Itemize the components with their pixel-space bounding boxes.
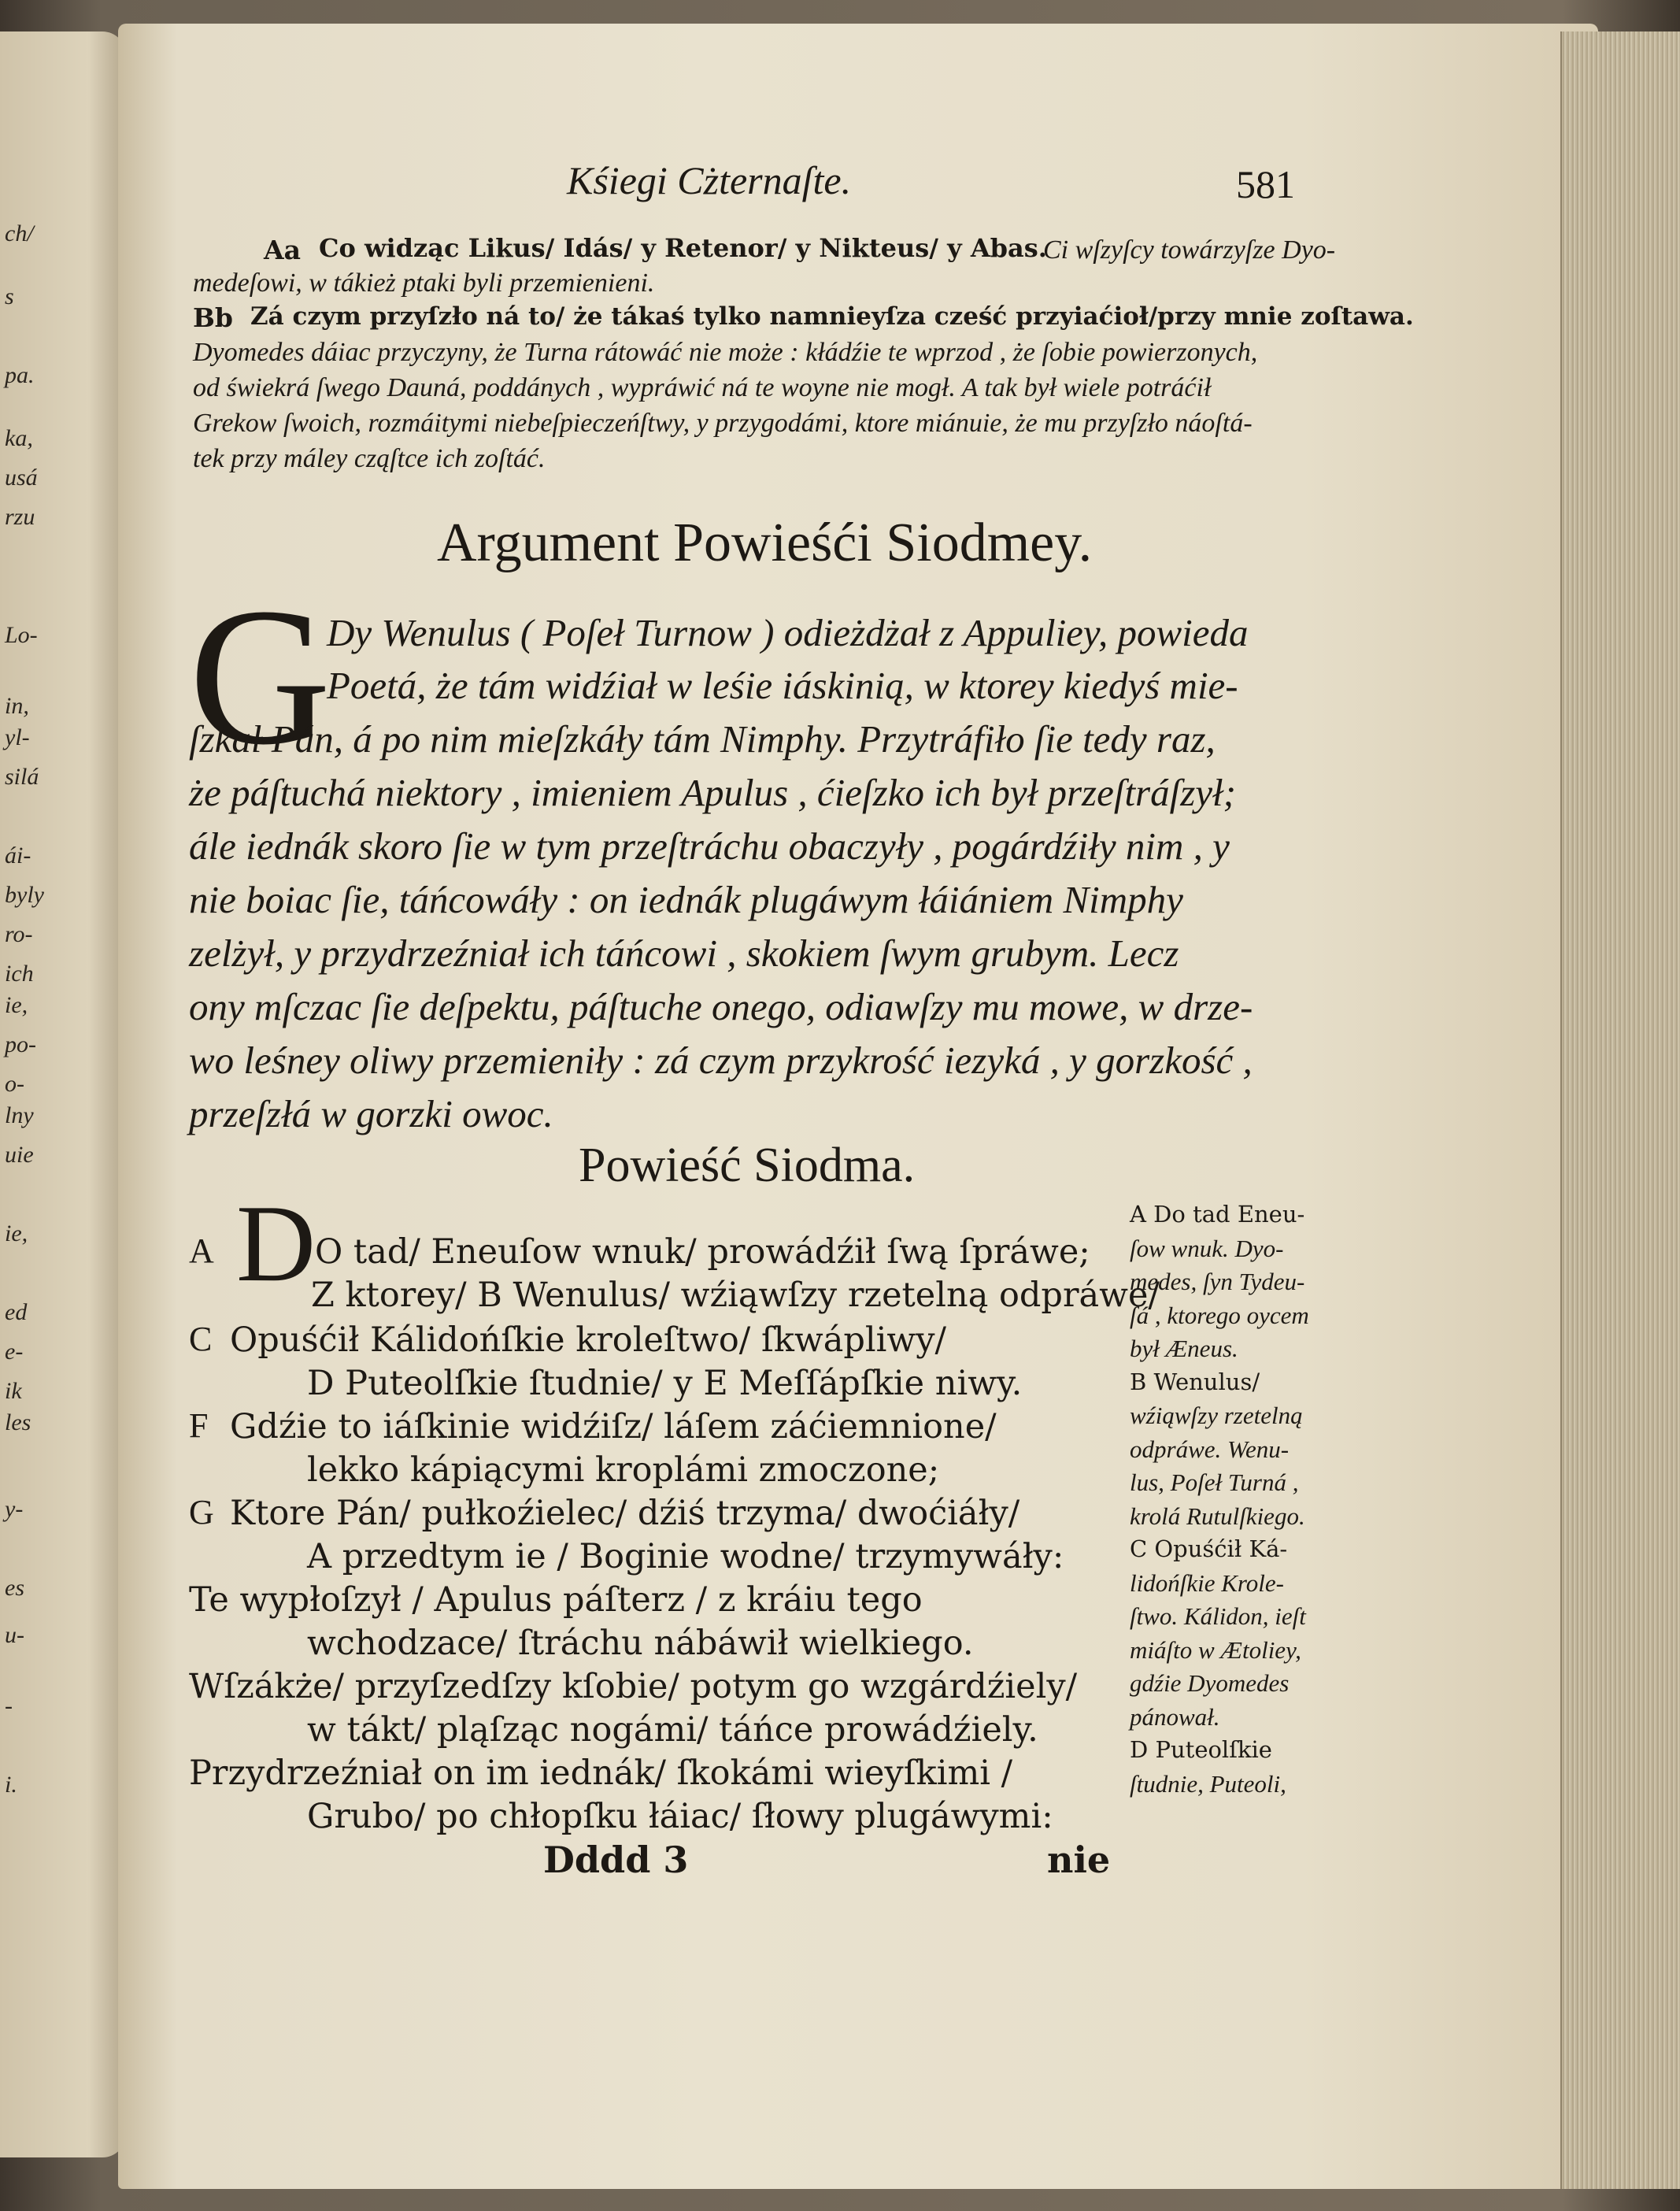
verse-line: Przydrzeźniał on im iednák/ ſkokámi wieyſkimi / <box>189 1754 1013 1793</box>
left-page-fragment: s <box>5 283 14 309</box>
note-aa-text-italic: Ci wſzyſcy towárzyſze Dyo- <box>1043 235 1336 265</box>
argument-line: Poetá, że tám widźiał w leśie iáskinią, w ktorey kiedyś mie- <box>327 664 1238 707</box>
marginal-note-line: pánował. <box>1130 1702 1220 1731</box>
marginal-note-line: odpráwe. Wenu- <box>1130 1435 1290 1463</box>
verse-line: Opuśćił Kálidońſkie kroleſtwo/ ſkwápliwy/ <box>230 1320 946 1360</box>
verse-letter: G <box>189 1493 214 1531</box>
verse-letter: C <box>189 1320 213 1358</box>
argument-line: wo leśney oliwy przemieniły : zá czym przykrość iezyká , y gorzkość , <box>189 1039 1253 1082</box>
marginal-note-line: lidońſkie Krole- <box>1130 1568 1285 1597</box>
left-page-fragment: uie <box>5 1142 34 1168</box>
note-aa-label: Aa <box>264 235 301 265</box>
verse-line: Ktore Pán/ pułkoźielec/ dźiś trzyma/ dwoćiáły/ <box>230 1494 1020 1533</box>
story-title: Powieść Siodma. <box>579 1139 916 1192</box>
left-page-fragment: ed <box>5 1299 28 1325</box>
left-page-fragment: o- <box>5 1071 24 1097</box>
left-page-fragment: ie, <box>5 992 28 1018</box>
running-title: Kśiegi Cżternaſte. <box>567 158 852 202</box>
marginal-note-line: B Wenulus/ <box>1130 1368 1260 1395</box>
left-page-fragment: les <box>5 1409 31 1435</box>
note-line: tek przy máley cząſtce ich zoſtáć. <box>193 444 546 473</box>
note-bb-label: Bb <box>193 302 233 333</box>
argument-line: Dy Wenulus ( Poſeł Turnow ) odieżdżał z Appuliey, powieda <box>327 611 1249 654</box>
left-page-fragment: byly <box>5 882 44 908</box>
note-line: Grekow ſwoich, rozmáitymi niebeſpieczeńſtwy, y przygodámi, ktore miánuie, że mu przyſzło náoſtá- <box>193 409 1253 438</box>
argument-line: ony mſczac ſie deſpektu, páſtuche onego, odiawſzy mu mowe, w drze- <box>189 985 1253 1028</box>
left-page-fragment: ái- <box>5 843 31 868</box>
argument-title: Argument Powieśći Siodmey. <box>437 513 1093 573</box>
verse-letter: A <box>189 1231 214 1270</box>
left-page-fragment: y- <box>5 1496 24 1522</box>
left-page-fragment: es <box>5 1575 24 1601</box>
marginal-note-line: ſá , ktorego oycem <box>1130 1301 1309 1329</box>
verse-line: Grubo/ po chłopſku łáiac/ ſłowy plugáwymi: <box>307 1797 1053 1836</box>
left-page-fragment: yl- <box>5 724 30 750</box>
verse-line: D Puteolſkie ſtudnie/ y E Meſſápſkie niwy. <box>307 1364 1023 1403</box>
left-page-fragment: i. <box>5 1772 17 1798</box>
argument-line: przeſzłá w gorzki owoc. <box>189 1092 553 1135</box>
left-page-fragment: pa. <box>5 362 35 388</box>
argument-line: ále iednák skoro ſie w tym przeſtráchu obaczyły , pogárdźiły nim , y <box>189 824 1230 868</box>
verse-line: Te wypłoſzył / Apulus páſterz / z kráiu tego <box>189 1580 923 1620</box>
left-page-fragment: u- <box>5 1622 24 1648</box>
note-aa-line2: medeſowi, w tákież ptaki byli przemienieni. <box>193 269 655 298</box>
note-line: Dyomedes dáiac przyczyny, że Turna rátowáć nie może : kłádźie te wprzod , że ſobie powierzonych, <box>193 338 1258 367</box>
left-page-fragment: silá <box>5 764 39 790</box>
left-page-fragment: rzu <box>5 504 35 530</box>
marginal-note-line: lus, Poſeł Turná , <box>1130 1468 1299 1496</box>
verse-line: A przedtym ie / Boginie wodne/ trzymywáły: <box>307 1537 1064 1576</box>
note-line: od świekrá ſwego Dauná, poddánych , wypráwić ná te woyne nie mogł. A tak był wiele potráćił <box>193 373 1212 402</box>
left-page-fragment: ka, <box>5 425 33 451</box>
marginal-note-line: wźiąwſzy rzetelną <box>1130 1402 1303 1429</box>
note-bb-text: Zá czym przyſzło ná to/ że tákaś tylko namnieyſza cześć przyiaćioł/przy mnie zoſtawa. <box>250 302 1414 331</box>
argument-line: że páſtuchá niektory , imieniem Apulus , ćieſzko ich był przeſtráſzył; <box>189 771 1236 814</box>
left-page-fragment: usá <box>5 465 38 491</box>
left-page-fragment: e- <box>5 1339 24 1365</box>
left-page-fragment: ie, <box>5 1220 28 1246</box>
marginal-note-line: ſtudnie, Puteoli, <box>1130 1769 1286 1798</box>
verse-line: Gdźie to iáſkinie widźiſz/ láſem záćiemnione/ <box>230 1407 997 1446</box>
verse-letter: F <box>189 1406 209 1445</box>
marginal-note-line: A Do tad Eneu- <box>1130 1201 1305 1228</box>
marginal-note-line: C Opuśćił Ká- <box>1130 1535 1288 1562</box>
left-page-fragment: po- <box>5 1031 36 1057</box>
verse-line: Z ktorey/ B Wenulus/ wźiąwſzy rzetelną odpráwe/ <box>311 1276 1160 1315</box>
verse-line: w tákt/ pląſząc nogámi/ táńce prowádźiely. <box>307 1710 1038 1750</box>
marginal-note-line: gdźie Dyomedes <box>1130 1669 1290 1697</box>
verse-line: Wſzákże/ przyſzedſzy kſobie/ potym go wzgárdźiely/ <box>189 1667 1078 1706</box>
catchword: nie <box>1047 1839 1111 1881</box>
marginal-note-line: ſow wnuk. Dyo- <box>1130 1234 1284 1262</box>
signature-mark: Dddd 3 <box>543 1839 689 1881</box>
argument-line: zelżył, y przydrzeźniał ich táńcowi , skokiem ſwym grubym. Lecz <box>189 931 1179 975</box>
left-page-fragment: Lo- <box>5 622 38 648</box>
left-page-fragment: ik <box>5 1378 22 1404</box>
argument-line: ſzkał Pán, á po nim mieſzkáły tám Nimphy. Przytráfiło ſie tedy raz, <box>189 717 1216 761</box>
left-page-fragment: ch/ <box>5 220 34 246</box>
verse-line: lekko kápiącymi kroplámi zmoczone; <box>307 1450 940 1490</box>
left-page-fragment: - <box>5 1693 13 1719</box>
verse-line: wchodzace/ ſtráchu nábáwił wielkiego. <box>307 1624 974 1663</box>
left-page-fragment: ro- <box>5 921 33 947</box>
marginal-note-line: krolá Rutulſkiego. <box>1130 1502 1305 1530</box>
note-aa-text: Co widząc Likus/ Idás/ y Retenor/ y Nikteus/ y Abas. <box>319 233 1047 263</box>
page-number: 581 <box>1236 162 1295 206</box>
marginal-note-line: ſtwo. Kálidon, ieſt <box>1130 1602 1306 1630</box>
marginal-note-line: D Puteolſkie <box>1130 1736 1272 1763</box>
left-page-fragment: ich <box>5 961 34 987</box>
verse-line: O tad/ Eneuſow wnuk/ prowádźił ſwą ſpráwe; <box>315 1232 1090 1272</box>
left-page-fragment: lny <box>5 1102 34 1128</box>
left-page-fragment: in, <box>5 693 29 719</box>
argument-dropcap: G <box>189 568 331 786</box>
left-page-edge <box>0 31 126 2157</box>
page-stack-edge <box>1560 31 1680 2189</box>
story-dropcap: D <box>236 1183 316 1305</box>
marginal-note-line: był Æneus. <box>1130 1335 1238 1362</box>
marginal-note-line: medes, ſyn Tydeu- <box>1130 1268 1305 1295</box>
marginal-note-line: miáſto w Ætoliey, <box>1130 1635 1301 1664</box>
argument-line: nie boiac ſie, táńcowáły : on iednák plugáwym łáiániem Nimphy <box>189 878 1183 921</box>
